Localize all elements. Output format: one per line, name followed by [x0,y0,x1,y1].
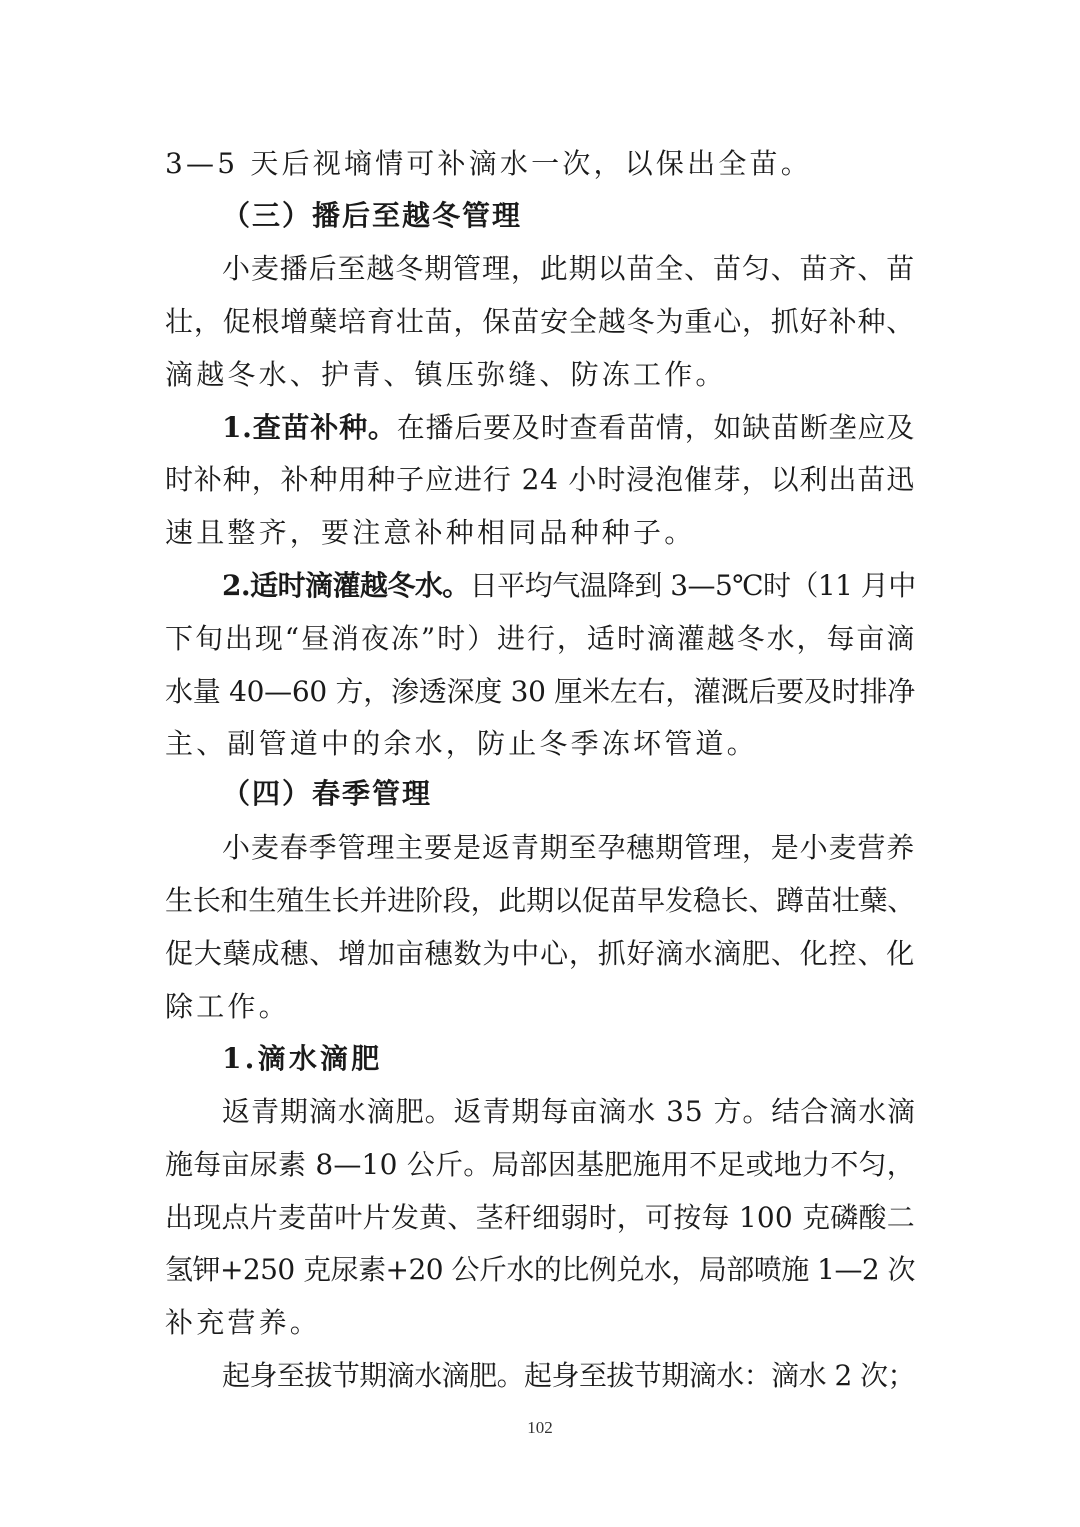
paragraph-line: 施每亩尿素 8—10 公斤。局部因基肥施用不足或地力不匀， [165,1148,915,1181]
paragraph-line: 返青期滴水滴肥。返青期每亩滴水 35 方。结合滴水滴 [222,1095,917,1128]
paragraph-line: 除工作。 [165,990,290,1023]
paragraph-line: 下旬出现“昼消夜冻”时）进行，适时滴灌越冬水，每亩滴 [165,622,917,655]
page-number: 102 [527,1418,553,1437]
paragraph-line: 壮，促根增蘖培育壮苗，保苗安全越冬为重心，抓好补种、 [165,305,915,338]
paragraph-line: 出现点片麦苗叶片发黄、茎秆细弱时，可按每 100 克磷酸二 [165,1201,915,1234]
paragraph-text: 在播后要及时查看苗情，如缺苗断垄应及 [396,411,915,444]
paragraph-line: 补充营养。 [165,1306,322,1339]
paragraph-line: 滴越冬水、护青、镇压弥缝、防冻工作。 [165,358,727,391]
paragraph-text: 日平均气温降到 3—5℃时（11 月中 [469,569,916,602]
paragraph-line: 小麦春季管理主要是返青期至孕穗期管理，是小麦营养 [222,831,915,864]
paragraph-line: 水量 40—60 方，渗透深度 30 厘米左右，灌溉后要及时排净 [165,675,915,708]
paragraph-line: 促大蘖成穗、增加亩穗数为中心，抓好滴水滴肥、化控、化 [165,937,915,970]
paragraph-line: 起身至拔节期滴水滴肥。起身至拔节期滴水：滴水 2 次； [222,1359,915,1392]
paragraph-line: 速且整齐，要注意补种相同品种种子。 [165,516,696,549]
paragraph-line: 主、副管道中的余水，防止冬季冻坏管道。 [165,727,758,760]
paragraph-line: 3—5 天后视墒情可补滴水一次，以保出全苗。 [165,147,812,180]
paragraph-line: 时补种，补种用种子应进行 24 小时浸泡催芽，以利出苗迅 [165,463,915,496]
paragraph-line: 小麦播后至越冬期管理，此期以苗全、苗匀、苗齐、苗 [222,252,915,285]
paragraph-line [222,568,915,604]
paragraph-line: 生长和生殖生长并进阶段，此期以促苗早发稳长、蹲苗壮蘖、 [165,884,915,917]
subheading-inline: 1.查苗补种。 [222,411,397,444]
subheading-inline: 2.适时滴灌越冬水。 [222,569,470,602]
paragraph-line: 氢钾+250 克尿素+20 公斤水的比例兑水，局部喷施 1—2 次 [165,1253,915,1286]
section-heading-4: （四）春季管理 [222,777,433,810]
section-heading-3: （三）播后至越冬管理 [222,199,523,232]
paragraph-line [222,410,915,446]
subheading: 1.滴水滴肥 [222,1042,383,1075]
